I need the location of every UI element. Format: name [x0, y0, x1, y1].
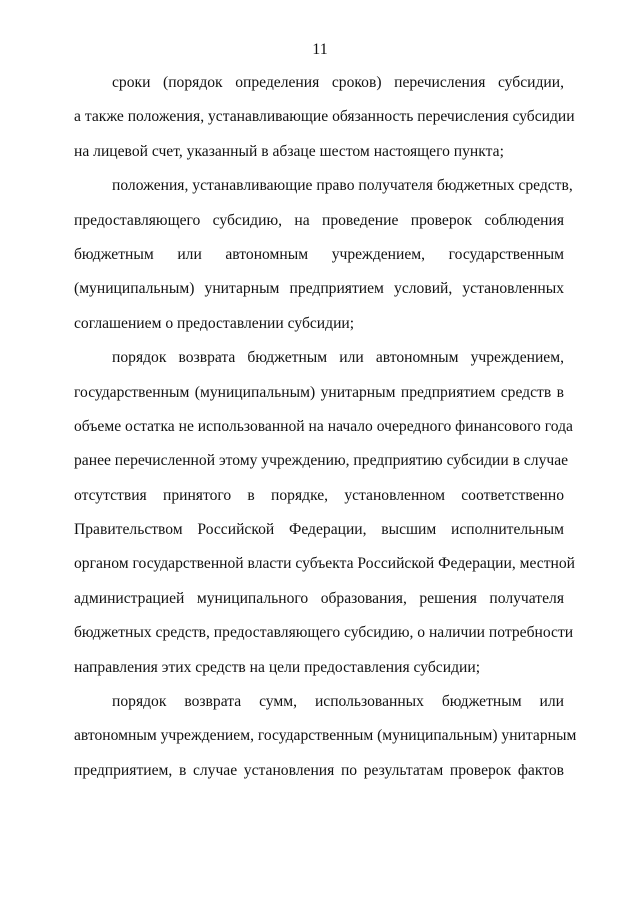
text-line: порядок возврата бюджетным или автономным учреждением, — [112, 349, 564, 367]
text-line: автономным учреждением, государственным (муниципальным) унитарным — [74, 727, 577, 745]
document-body — [74, 73, 577, 795]
paragraph — [74, 348, 576, 692]
text-line: (муниципальным) унитарным предприятием условий, установленных — [74, 280, 564, 298]
text-line: администрацией муниципального образования, решения получателя — [74, 589, 564, 607]
text-line: Правительством Российской Федерации, высшим исполнительным — [74, 521, 564, 539]
text-line: направления этих средств на цели предоставления субсидии; — [74, 658, 481, 676]
paragraph — [74, 176, 573, 348]
text-line: отсутствия принятого в порядке, установленном соответственно — [74, 486, 564, 504]
paragraph — [74, 73, 575, 176]
text-line: сроки (порядок определения сроков) перечисления субсидии, — [112, 74, 564, 91]
page-number: 11 — [312, 41, 328, 58]
text-line: бюджетным или автономным учреждением, государственным — [74, 245, 564, 263]
text-line: государственным (муниципальным) унитарным предприятием средств в — [74, 383, 564, 401]
text-line: ранее перечисленной этому учреждению, предприятию субсидии в случае — [74, 452, 569, 470]
text-line: предоставляющего субсидию, на проведение проверок соблюдения — [74, 211, 564, 229]
text-line: а также положения, устанавливающие обязанность перечисления субсидии — [74, 108, 575, 126]
text-line: положения, устанавливающие право получателя бюджетных средств, — [112, 177, 573, 195]
text-line: бюджетных средств, предоставляющего субсидию, о наличии потребности — [74, 624, 574, 642]
text-line: соглашением о предоставлении субсидии; — [74, 314, 355, 332]
text-line: предприятием, в случае установления по результатам проверок фактов — [74, 761, 564, 779]
paragraph — [74, 692, 577, 795]
text-line: органом государственной власти субъекта Российской Федерации, местной — [74, 555, 576, 573]
text-line: порядок возврата сумм, использованных бюджетным или — [112, 693, 564, 711]
text-line: объеме остатка не использованной на начало очередного финансового года — [74, 417, 573, 435]
text-line: на лицевой счет, указанный в абзаце шестом настоящего пункта; — [74, 142, 504, 160]
